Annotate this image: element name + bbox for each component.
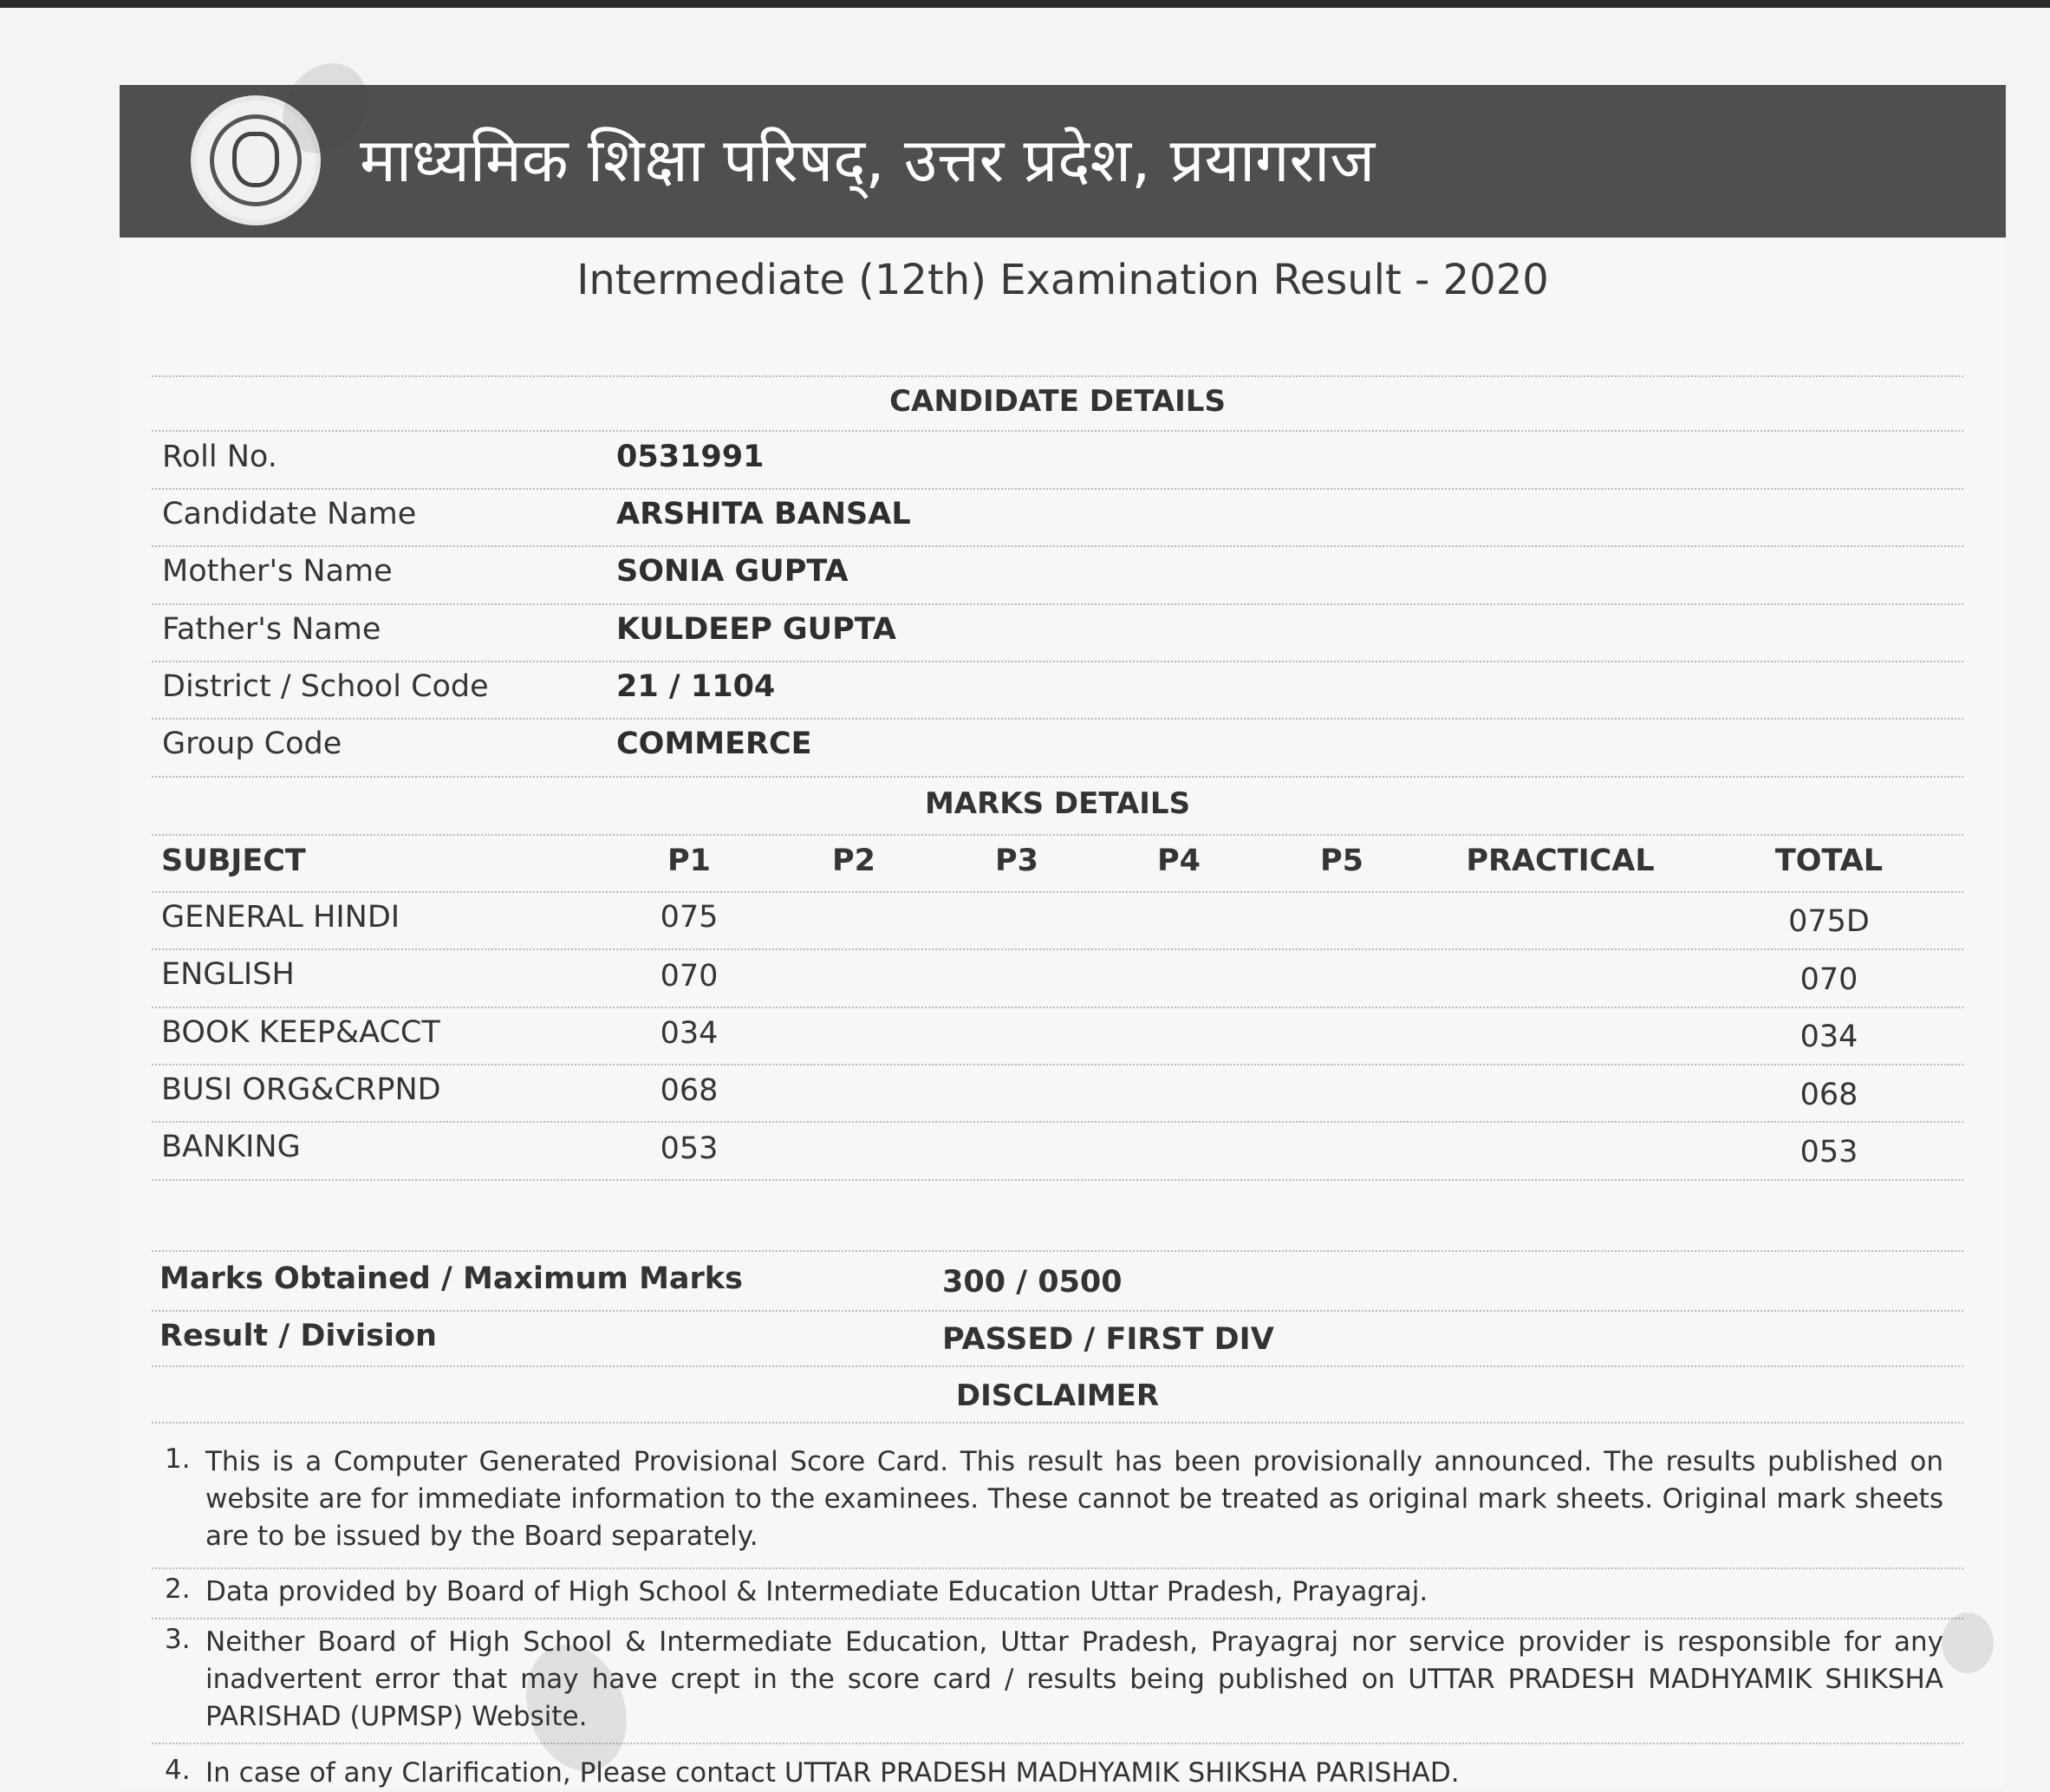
total-cell: 075D: [1788, 904, 1870, 939]
district-school-code-value: 21 / 1104: [616, 669, 776, 704]
district-school-code-label: District / School Code: [162, 669, 489, 704]
total-cell: 034: [1799, 1020, 1858, 1054]
p1-cell: 068: [660, 1073, 719, 1108]
divider: [152, 375, 1963, 377]
column-header: P3: [994, 844, 1038, 878]
p1-cell: 053: [660, 1131, 719, 1166]
group-code-value: COMMERCE: [616, 727, 812, 761]
disclaimer-item: Neither Board of High School & Intermediate Education, Uttar Pradesh, Prayagraj nor service provider is responsible for any inadvertent error that may have crept in the score card / results being published on UTTAR PRADESH MADHYAMIK SHIKSHA PARISHAD (UPMSP) Website.: [205, 1626, 1943, 1732]
divider: [152, 1422, 1963, 1424]
divider: [152, 1007, 1963, 1008]
mother-name-value: SONIA GUPTA: [616, 554, 849, 589]
subject-cell: BANKING: [161, 1130, 301, 1164]
marks-obtained-label: Marks Obtained / Maximum Marks: [159, 1261, 743, 1296]
disclaimer-number: 3.: [165, 1624, 191, 1655]
disclaimer-item: Data provided by Board of High School & Intermediate Education Uttar Pradesh, Prayagraj.: [205, 1576, 1428, 1607]
column-header: P1: [667, 844, 711, 878]
column-header: TOTAL: [1774, 844, 1884, 878]
disclaimer-number: 1.: [165, 1443, 191, 1475]
subject-cell: ENGLISH: [161, 957, 295, 992]
p1-cell: 034: [660, 1016, 719, 1051]
divider: [152, 1743, 1963, 1744]
column-header: P2: [831, 844, 875, 878]
column-header: P4: [1156, 844, 1201, 878]
emblem-core: [232, 132, 279, 187]
divider: [152, 834, 1963, 836]
column-header: SUBJECT: [161, 844, 306, 878]
result-division-value: PASSED / FIRST DIV: [942, 1322, 1274, 1357]
divider: [152, 718, 1963, 720]
divider: [152, 1618, 1963, 1619]
candidate-details-heading: CANDIDATE DETAILS: [889, 384, 1226, 419]
candidate-name-label: Candidate Name: [162, 497, 417, 531]
total-cell: 053: [1799, 1135, 1858, 1170]
group-code-label: Group Code: [162, 727, 342, 761]
disclaimer-heading: DISCLAIMER: [955, 1378, 1160, 1413]
divider: [152, 430, 1963, 432]
father-name-label: Father's Name: [162, 612, 381, 647]
scan-top-edge: [0, 0, 2050, 8]
disclaimer-item: In case of any Clarification, Please contact UTTAR PRADESH MADHYAMIK SHIKSHA PARISHAD.: [205, 1757, 1460, 1789]
p1-cell: 075: [660, 900, 719, 935]
divider: [152, 1250, 1963, 1252]
column-header: PRACTICAL: [1466, 844, 1655, 878]
p1-cell: 070: [660, 959, 719, 994]
divider: [152, 1310, 1963, 1312]
result-division-label: Result / Division: [159, 1319, 437, 1353]
disclaimer-item: This is a Computer Generated Provisional Score Card. This result has been provisionally announced. The results published on website are for immediate information to the examinees. These cannot be treated as original mark sheets. Original mark sheets are to be issued by the Board separately.: [205, 1446, 1943, 1552]
roll-no-value: 0531991: [616, 440, 765, 474]
exam-title: Intermediate (12th) Examination Result - 2020: [576, 256, 1549, 304]
marks-details-heading: MARKS DETAILS: [924, 786, 1191, 821]
divider: [152, 1179, 1963, 1181]
disclaimer-number: 4.: [165, 1755, 191, 1786]
roll-no-label: Roll No.: [162, 440, 277, 474]
divider: [152, 603, 1963, 605]
board-name: माध्यमिक शिक्षा परिषद्, उत्तर प्रदेश, प्रयागराज: [360, 125, 1376, 196]
total-cell: 070: [1799, 962, 1858, 997]
subject-cell: GENERAL HINDI: [161, 900, 400, 935]
subject-cell: BUSI ORG&CRPND: [161, 1072, 441, 1107]
mother-name-label: Mother's Name: [162, 554, 393, 589]
father-name-value: KULDEEP GUPTA: [616, 612, 896, 647]
divider: [152, 1365, 1963, 1367]
marks-obtained-value: 300 / 0500: [942, 1265, 1123, 1300]
divider: [152, 1121, 1963, 1123]
divider: [152, 545, 1963, 547]
divider: [152, 488, 1963, 490]
divider: [152, 891, 1963, 893]
divider: [152, 776, 1963, 778]
divider: [152, 948, 1963, 950]
disclaimer-number: 2.: [165, 1574, 191, 1605]
total-cell: 068: [1799, 1078, 1858, 1112]
divider: [152, 1567, 1963, 1569]
divider: [152, 1064, 1963, 1065]
candidate-name-value: ARSHITA BANSAL: [616, 497, 911, 531]
subject-cell: BOOK KEEP&ACCT: [161, 1015, 440, 1050]
scan-smudge: [1942, 1613, 1994, 1673]
column-header: P5: [1319, 844, 1363, 878]
divider: [152, 661, 1963, 662]
